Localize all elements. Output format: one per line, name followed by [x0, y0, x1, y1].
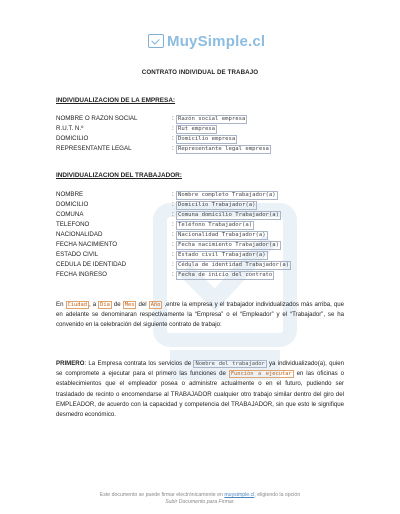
placeholder-anio[interactable]: Año	[150, 302, 161, 308]
field-separator: :	[172, 271, 174, 278]
field-label: COMUNA	[56, 211, 84, 218]
field-label: DOMICILIO	[56, 135, 89, 142]
field-separator: :	[172, 211, 174, 218]
checkbox-logo-icon	[148, 34, 164, 48]
placeholder-field[interactable]: Nombre completo Trabajador(a)	[178, 191, 276, 198]
text: , a	[88, 301, 99, 308]
document-title: CONTRATO INDIVIDUAL DE TRABAJO	[141, 69, 259, 76]
clause-lead: PRIMERO	[56, 360, 85, 367]
field-label: FECHA INGRESO	[56, 271, 107, 278]
placeholder-field[interactable]: Rut empresa	[178, 125, 216, 132]
placeholder-ciudad[interactable]: Ciudad	[67, 302, 87, 308]
placeholder-field[interactable]: Fecha de inicio del contrato	[178, 271, 273, 278]
placeholder-field[interactable]: Nacionalidad Trabajador(a)	[178, 231, 266, 238]
text: En	[56, 301, 66, 308]
field-separator: :	[172, 145, 174, 152]
field-separator: :	[172, 231, 174, 238]
field-label: FECHA NACIMIENTO	[56, 241, 118, 248]
field-label: DOMICILIO	[56, 201, 89, 208]
text: , eligiendo la opción	[254, 492, 301, 498]
field-separator: :	[172, 201, 174, 208]
intro-paragraph	[56, 300, 344, 331]
text: Subir Documento para Firmar.	[165, 499, 235, 505]
text: del	[136, 301, 149, 308]
field-label: TELEFONO	[56, 221, 90, 228]
text: ,entre la empresa y el trabajador individualizados más arriba, que en adelante se denominaran respectivamente la “Empresa” o el “Empleador” y el “Trabajador”, se ha convenido en la celebración del siguiente contrato de trabajo:	[56, 301, 344, 329]
placeholder-field[interactable]: Estado civil Trabajador(a)	[178, 251, 266, 258]
field-separator: :	[172, 135, 174, 142]
placeholder-field[interactable]: Domicilio empresa	[178, 135, 236, 142]
field-label: ESTADO CIVIL	[56, 251, 99, 258]
field-separator: :	[172, 125, 174, 132]
logo-text: MuySimple.cl	[167, 32, 266, 50]
field-separator: :	[172, 261, 174, 268]
clause-primero	[56, 359, 344, 420]
placeholder-mes[interactable]: Mes	[124, 302, 135, 308]
field-separator: :	[172, 221, 174, 228]
text: Este documento se puede firmar electrónicamente en	[99, 492, 225, 498]
field-label: CEDULA DE IDENTIDAD	[56, 261, 127, 268]
text: en las oficinas o establecimientos que el empleador posea o administre actualmente o en el futuro, pudiendo ser trasladado de recinto o encomendarse al TRABAJADOR cualquier otro trabajo similar dentro del giro del EMPLEADOR, de acuerdo con la capacidad y competencia del TRABAJADOR, sin que esto le signifique desmedro económico.	[56, 370, 344, 419]
field-label: R.U.T. N.º	[56, 125, 84, 132]
section-heading-trabajador: INDIVIDUALIZACION DEL TRABAJADOR:	[56, 172, 182, 179]
placeholder-field[interactable]: Fecha nacimiento Trabajador(a)	[178, 241, 280, 248]
placeholder-field[interactable]: Representante legal empresa	[178, 145, 269, 152]
placeholder-field[interactable]: Razón social empresa	[178, 115, 246, 122]
field-separator: :	[172, 115, 174, 122]
placeholder-nombre-trabajador[interactable]: Nombre del trabajador	[195, 361, 265, 367]
text: : La Empresa contrata los servicios de	[84, 360, 194, 367]
footer-line-1	[0, 492, 400, 499]
text: ya individualizado(a), quien se compromete a ejecutar para el primero las funciones de	[56, 360, 345, 378]
section-heading-empresa: INDIVIDUALIZACION DE LA EMPRESA:	[56, 97, 176, 104]
footer-line-2	[0, 499, 400, 506]
brand-logo[interactable]	[148, 32, 265, 50]
footer-link[interactable]: muysimple.cl	[224, 492, 255, 498]
placeholder-field[interactable]: Cédula de identidad Trabajador(a)	[178, 261, 290, 268]
field-separator: :	[172, 241, 174, 248]
field-label: NOMBRE	[56, 191, 84, 198]
footer-note	[0, 492, 400, 506]
field-label: REPRESENTANTE LEGAL	[56, 145, 132, 152]
text: de	[111, 301, 123, 308]
placeholder-dia[interactable]: Día	[100, 302, 110, 308]
field-separator: :	[172, 251, 174, 258]
field-label: NACIONALIDAD	[56, 231, 103, 238]
placeholder-field[interactable]: Teléfono Trabajador(a)	[178, 221, 253, 228]
field-label: NOMBRE O RAZON SOCIAL	[56, 115, 138, 122]
placeholder-field[interactable]: Domicilio Trabajador(a)	[178, 201, 256, 208]
field-separator: :	[172, 191, 174, 198]
placeholder-funcion[interactable]: Función a ejecutar	[230, 371, 292, 378]
placeholder-field[interactable]: Comuna domicilio Trabajador(a)	[178, 211, 280, 218]
